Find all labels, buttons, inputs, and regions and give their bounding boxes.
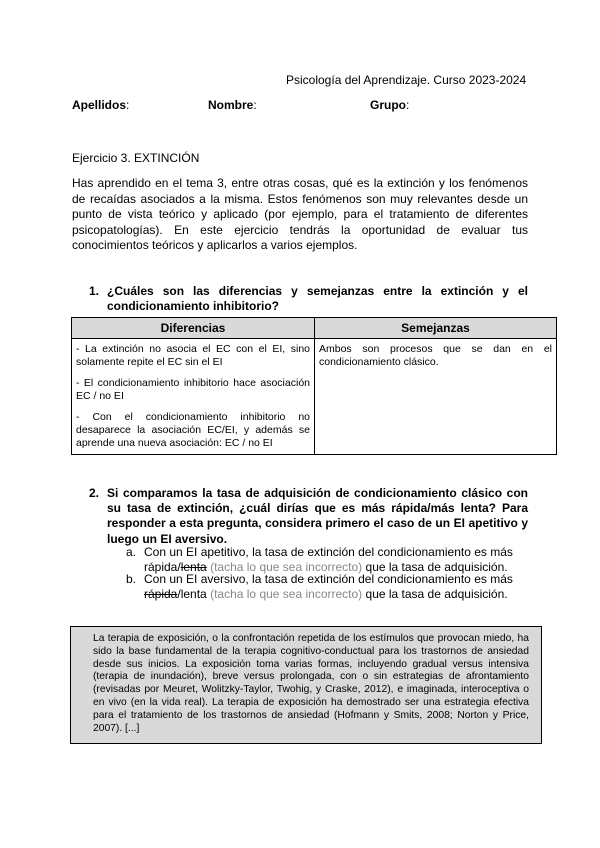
question-1 bbox=[89, 284, 528, 314]
intro-paragraph: Has aprendido en el tema 3, entre otras cosas, qué es la extinción y los fenómenos de recaídas asociados a la misma. Estos fenómenos son muy relevantes desde un punto de vista teórico y aplicado (por ejemplo, para el tratamiento de diferentes psicopatologías). En este ejercicio tendrás la oportunidad de evaluar tus conocimientos teóricos y aplicarlos a varios ejemplos. bbox=[72, 176, 528, 253]
apellidos-label: Apellidos: bbox=[72, 98, 130, 112]
diferencia-item: - Con el condicionamiento inhibitorio no desaparece la asociación EC/EI, y además se aprende una nueva asociación: EC / no EI bbox=[76, 411, 310, 449]
item-b-option-lenta[interactable]: lenta bbox=[180, 586, 207, 601]
grupo-label: Grupo: bbox=[370, 98, 410, 112]
item-a-slash: / bbox=[177, 559, 181, 574]
item-b bbox=[126, 572, 530, 601]
col-semejanzas-header: Semejanzas bbox=[315, 318, 557, 339]
question-2 bbox=[89, 486, 528, 547]
nombre-label: Nombre: bbox=[208, 98, 257, 112]
item-a-post: que la tasa de adquisición. bbox=[365, 559, 508, 574]
semejanzas-cell[interactable] bbox=[315, 339, 557, 455]
col-diferencias-header: Diferencias bbox=[72, 318, 315, 339]
question-1-text: ¿Cuáles son las diferencias y semejanzas entre la extinción y el condicionamiento inhibitorio? bbox=[107, 284, 528, 314]
exposure-therapy-text: La terapia de exposición, o la confrontación repetida de los estímulos que provocan miedo, ha sido la base fundamental de la terapia cognitivo-conductual para los trastornos de ansiedad desde sus inicios. La exposición toma varias formas, incluyendo gradual versus intensiva (terapia de inundación), breve versus prolongada, con o sin estrategias de afrontamiento (revisadas por Meuret, Wolitzky-Taylor, Twohig, y Craske, 2012), e imaginada, interoceptiva o en vivo (en la vida real). La terapia de exposición ha demostrado ser una estrategia efectiva para el tratamiento de los trastornos de ansiedad (Hofmann y Smits, 2008; Norton y Price, 2007). [...] bbox=[93, 633, 529, 734]
course-header: Psicología del Aprendizaje. Curso 2023-2024 bbox=[286, 73, 527, 87]
item-a-option-rapida[interactable]: rápida bbox=[144, 559, 178, 574]
item-a-option-lenta[interactable]: lenta bbox=[180, 559, 207, 574]
item-a-letter: a. bbox=[126, 545, 137, 559]
question-2-number: 2. bbox=[89, 486, 100, 500]
question-1-number: 1. bbox=[89, 284, 100, 298]
exposure-therapy-box bbox=[70, 626, 542, 744]
diferencias-semejanzas-table bbox=[71, 317, 557, 455]
exercise-title: Ejercicio 3. EXTINCIÓN bbox=[72, 151, 200, 165]
item-b-post: que la tasa de adquisición. bbox=[365, 586, 508, 601]
item-b-letter: b. bbox=[126, 572, 137, 586]
semejanza-text: Ambos son procesos que se dan en el condicionamiento clásico. bbox=[319, 343, 552, 368]
item-b-slash: / bbox=[177, 586, 181, 601]
diferencia-item: - El condicionamiento inhibitorio hace asociación EC / no EI bbox=[76, 377, 310, 402]
item-b-option-rapida[interactable]: rápida bbox=[144, 586, 178, 601]
item-b-hint: (tacha lo que sea incorrecto) bbox=[210, 586, 363, 601]
item-a-hint: (tacha lo que sea incorrecto) bbox=[210, 559, 363, 574]
item-a bbox=[126, 545, 530, 574]
diferencias-cell[interactable] bbox=[72, 339, 315, 455]
item-a-pre: Con un EI apetitivo, la tasa de extinción del condicionamiento es más bbox=[144, 545, 513, 559]
item-b-pre: Con un EI aversivo, la tasa de extinción del condicionamiento es más bbox=[144, 572, 513, 586]
diferencia-item: - La extinción no asocia el EC con el EI, sino solamente repite el EC sin el EI bbox=[76, 343, 310, 368]
question-2-text: Si comparamos la tasa de adquisición de condicionamiento clásico con su tasa de extinción, ¿cuál dirías que es más rápida/más lenta? Para responder a esta pregunta, considera primero el caso de un EI apetitivo y luego un EI aversivo. bbox=[107, 486, 528, 546]
